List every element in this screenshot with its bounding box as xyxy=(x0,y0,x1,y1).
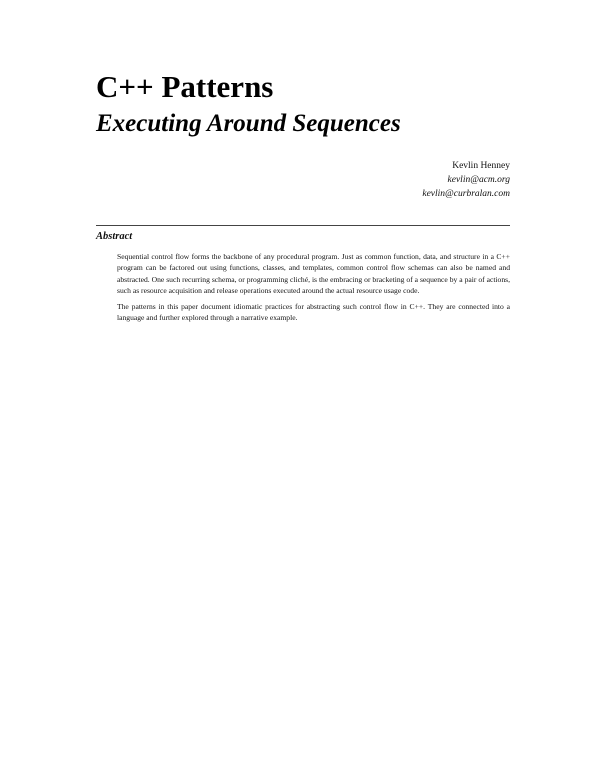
paper-title: C++ Patterns xyxy=(96,69,274,104)
author-email-acm: kevlin@acm.org xyxy=(447,175,510,185)
abstract-body xyxy=(117,251,510,329)
abstract-paragraph: The patterns in this paper document idiomatic practices for abstracting such control flow in C++. They are connected into a language and further explored through a narrative example. xyxy=(117,302,510,323)
abstract-paragraph: Sequential control flow forms the backbone of any procedural program. Just as common function, data, and structure in a C++ program can be factored out using functions, classes, and templates, common control flow schemas can also be named and abstracted. One such recurring schema, or programming cliché, is the embracing or bracketing of a sequence by a pair of actions, such as resource acquisition and release operations executed around the actual resource usage code. xyxy=(117,252,510,295)
section-divider xyxy=(96,225,510,226)
author-block xyxy=(422,159,510,201)
abstract-heading: Abstract xyxy=(96,231,133,242)
author-name: Kevlin Henney xyxy=(452,161,510,171)
paper-subtitle: Executing Around Sequences xyxy=(96,110,401,137)
author-email-curbralan: kevlin@curbralan.com xyxy=(422,189,510,199)
